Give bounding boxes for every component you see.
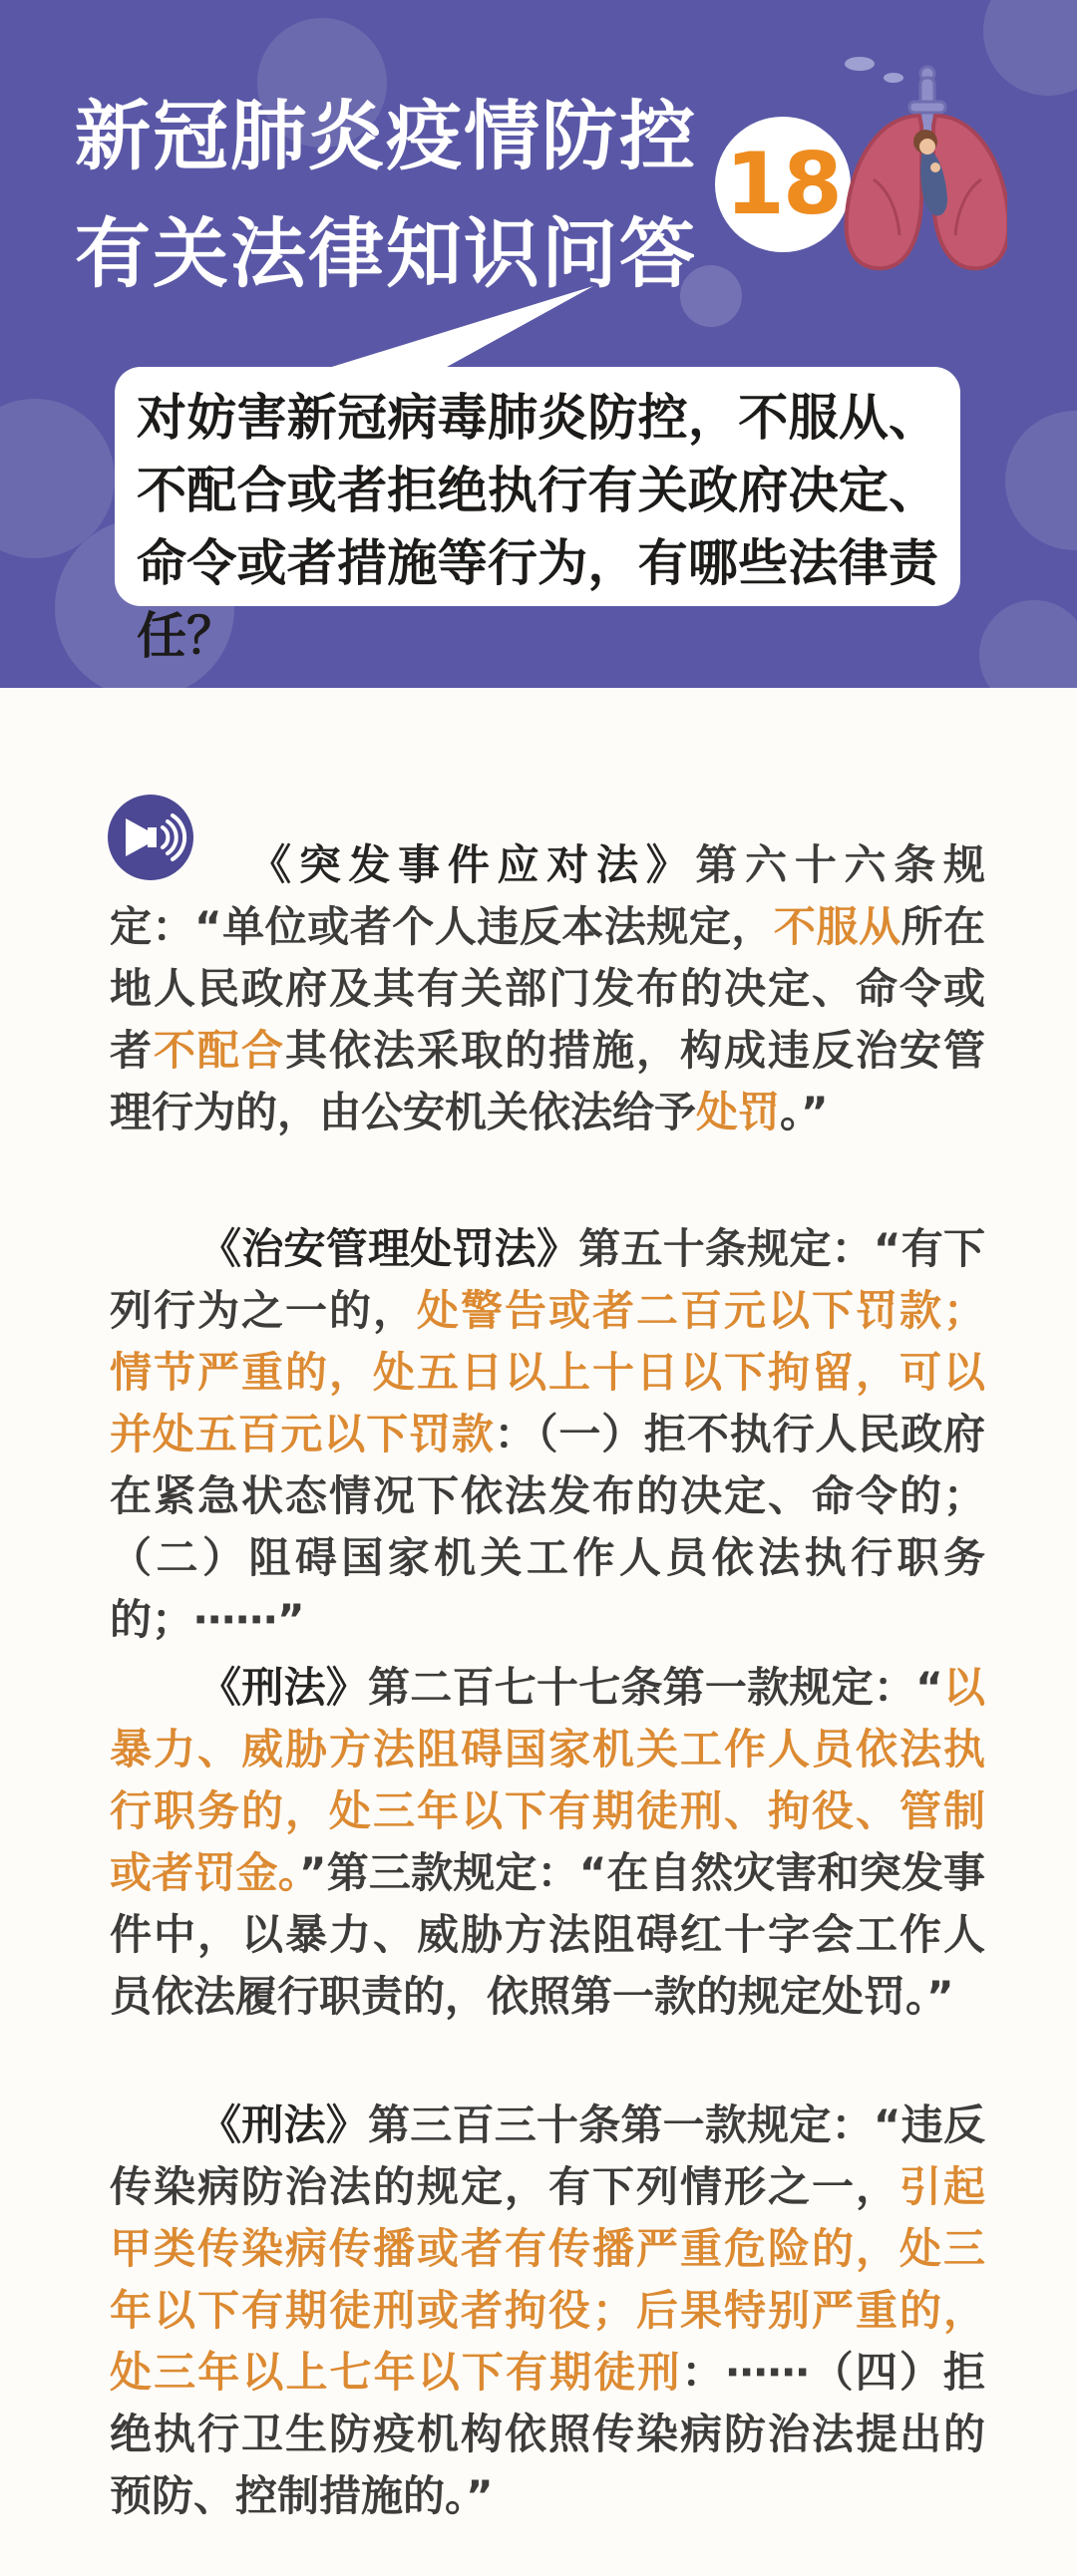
question-box	[115, 367, 960, 665]
poster-title-line1: 新冠肺炎疫情防控	[75, 92, 697, 180]
poster-title	[75, 78, 697, 313]
law-name: 《刑法》	[199, 2100, 368, 2149]
poster-header	[0, 0, 1077, 688]
poster-title-line2: 有关法律知识问答	[75, 209, 697, 298]
law-text: 其依法采取的措施，构成违反治安管理行为的，由公安机关依法给予	[110, 1026, 985, 1136]
law-text: 。”	[780, 1088, 829, 1136]
law-name: 《突发事件应对法》	[249, 840, 696, 889]
poster-content	[0, 688, 1077, 2576]
law-text: 第三百三十条第一款规定：“违反传染病防治法的规定，有下列情形之一，	[110, 2100, 985, 2211]
law-paragraph-4	[110, 2094, 985, 2527]
highlight-text: 处罚	[696, 1088, 781, 1136]
law-text: 第二百七十七条第一款规定：“	[367, 1663, 943, 1712]
issue-number: 18	[725, 135, 841, 234]
lungs-illustration	[840, 50, 1007, 289]
highlight-text: 不配合	[154, 1026, 285, 1075]
law-text: ：（一）拒不执行人民政府在紧急状态情况下依法发布的决定、命令的；（二）阻碍国家机关工作人员依法执行职务的；⋯⋯”	[110, 1410, 985, 1644]
law-name: 《刑法》	[199, 1663, 368, 1712]
highlight-text: 以暴力、威胁方法阻碍国家机关工作人员依法执行职务的，处三年以下有期徒刑、拘役、管制或者罚金。	[110, 1663, 985, 1897]
law-text: ”第三款规定：“在自然灾害和突发事件中，以暴力、威胁方法阻碍红十字会工作人员依法履行职责的，依照第一款的规定处罚。”	[110, 1848, 985, 2021]
decorative-circle	[979, 600, 1077, 688]
law-text: 第五十条规定：“有下列行为之一的，	[110, 1224, 985, 1335]
law-paragraph-2	[110, 1218, 985, 1651]
issue-number-badge	[715, 117, 851, 252]
law-text: 所在地人民政府及其有关部门发布的决定、命令或者	[110, 902, 985, 1075]
law-paragraph-3	[110, 1657, 985, 2028]
highlight-text: 不服从	[773, 902, 901, 951]
question-text: 对妨害新冠病毒肺炎防控，不服从、不配合或者拒绝执行有关政府决定、命令或者措施等行为，有哪些法律责任？	[137, 388, 938, 665]
law-text: 第六十六条规定：“单位或者个人违反本法规定，	[110, 840, 985, 951]
decorative-circle	[1005, 411, 1077, 550]
law-paragraph-1	[110, 834, 985, 1143]
highlight-text: 处警告或者二百元以下罚款；情节严重的，处五日以上十日以下拘留，可以并处五百元以下罚款	[110, 1286, 985, 1458]
law-text: ：⋯⋯（四）拒绝执行卫生防疫机构依照传染病防治法提出的预防、控制措施的。”	[110, 2348, 985, 2520]
law-name: 《治安管理处罚法》	[199, 1224, 579, 1273]
highlight-text: 引起甲类传染病传播或者有传播严重危险的，处三年以下有期徒刑或者拘役；后果特别严重的，处三年以上七年以下有期徒刑	[110, 2162, 985, 2397]
